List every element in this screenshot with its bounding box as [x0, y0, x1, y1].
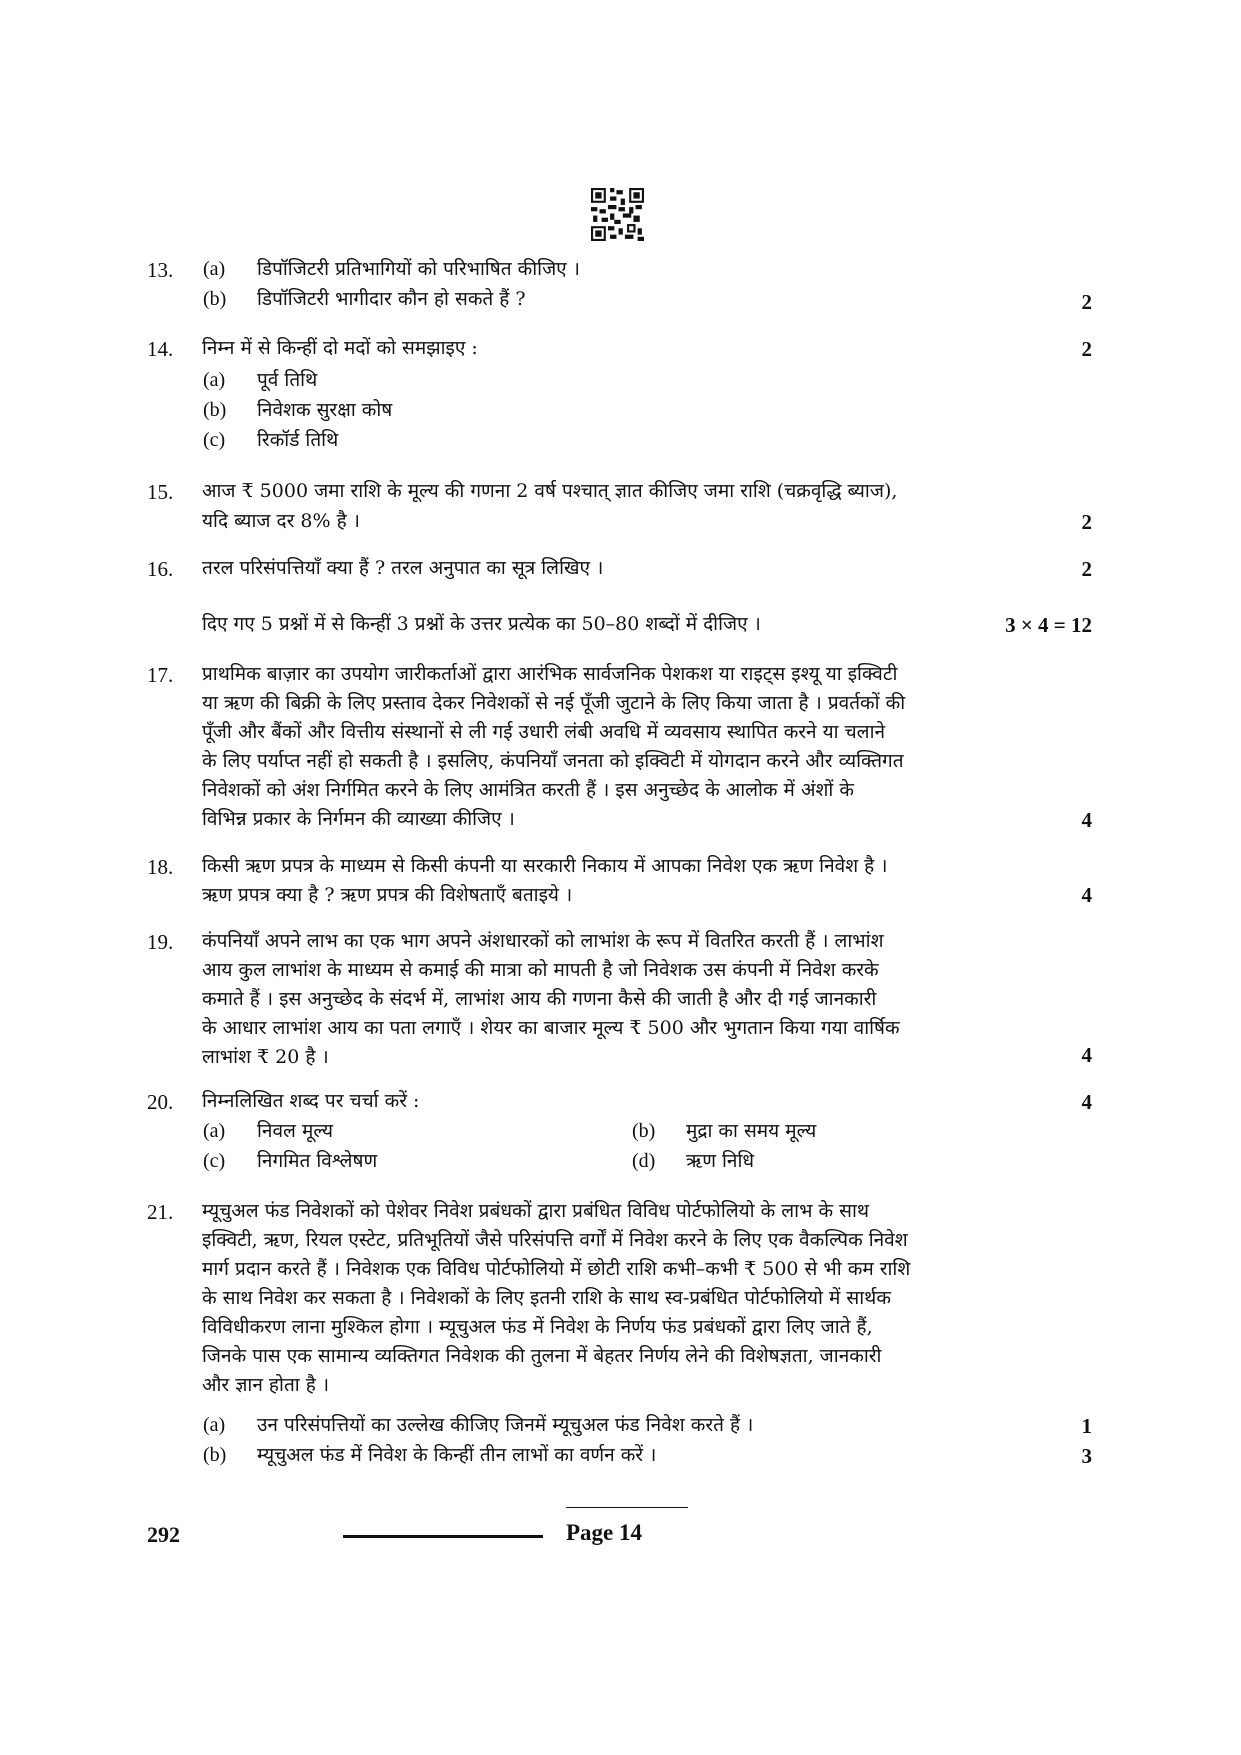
question-number: 19.	[147, 930, 174, 954]
marks: 3	[1081, 1444, 1092, 1468]
sub-label: (b)	[203, 288, 227, 310]
question-text: आज ₹ 5000 जमा राशि के मूल्य की गणना 2 वर्ष पश्चात् ज्ञात कीजिए जमा राशि (चक्रवृद्धि ब्याज),	[202, 480, 898, 502]
paragraph-line: प्राथमिक बाज़ार का उपयोग जारीकर्ताओं द्वारा आरंभिक सार्वजनिक पेशकश या राइट्स इश्यू या इक्विटी	[202, 663, 898, 685]
marks: 4	[1081, 1043, 1092, 1067]
paragraph-line: कंपनियाँ अपने लाभ का एक भाग अपने अंशधारकों को लाभांश के रूप में वितरित करती हैं । लाभांश	[202, 930, 884, 952]
qr-code-image	[590, 188, 645, 241]
sub-label: (b)	[203, 1444, 227, 1466]
question-paragraph	[202, 852, 1042, 910]
option-text: रिकॉर्ड तिथि	[257, 429, 339, 451]
paragraph-line: के लिए पर्याप्त नहीं हो सकती है । इसलिए, कंपनियाँ जनता को इक्विटी में योगदान करने और व्यक्तिगत	[202, 750, 904, 772]
sub-label: (a)	[203, 1120, 226, 1142]
paper-code: 292	[147, 1522, 180, 1547]
question-paragraph	[202, 660, 1042, 834]
question-number: 17.	[147, 663, 174, 687]
question-text: डिपॉजिटरी भागीदार कौन हो सकते हैं ?	[257, 288, 526, 310]
paragraph-line: और ज्ञान होता है ।	[202, 1374, 330, 1396]
paragraph-line: इक्विटी, ऋण, रियल एस्टेट, प्रतिभूतियों जैसे परिसंपत्ति वर्गों में निवेश करने के लिए एक वैकल्पिक निवेश	[202, 1229, 908, 1251]
marks: 4	[1081, 808, 1092, 832]
paragraph-line: के आधार लाभांश आय का पता लगाएँ । शेयर का बाजार मूल्य ₹ 500 और भुगतान किया गया वार्षिक	[202, 1017, 900, 1039]
option-text: निगमित विश्लेषण	[257, 1150, 378, 1172]
paragraph-line: लाभांश ₹ 20 है ।	[202, 1046, 329, 1068]
paragraph-line: जिनके पास एक सामान्य व्यक्तिगत निवेशक की तुलना में बेहतर निर्णय लेने की विशेषज्ञता, जानकारी	[202, 1345, 882, 1367]
paragraph-line: किसी ऋण प्रपत्र के माध्यम से किसी कंपनी या सरकारी निकाय में आपका निवेश एक ऋण निवेश है ।	[202, 855, 888, 877]
marks: 2	[1081, 557, 1092, 581]
sub-label: (a)	[203, 1414, 226, 1436]
sub-label: (b)	[632, 1120, 656, 1142]
paragraph-line: विविधीकरण लाना मुश्किल होगा । म्यूचुअल फंड में निवेश के निर्णय फंड प्रबंधकों द्वारा लिए जाते हैं,	[202, 1316, 873, 1338]
sub-label: (c)	[203, 429, 226, 451]
sub-label: (b)	[203, 399, 227, 421]
paragraph-line: निवेशकों को अंश निर्गमित करने के लिए आमंत्रित करती हैं । इस अनुच्छेद के आलोक में अंशों के	[202, 779, 854, 801]
marks: 4	[1081, 883, 1092, 907]
sub-label: (a)	[203, 258, 226, 280]
question-text: डिपॉजिटरी प्रतिभागियों को परिभाषित कीजिए ।	[257, 258, 580, 280]
paragraph-line: पूँजी और बैंकों और वित्तीय संस्थानों से ली गई उधारी लंबी अवधि में व्यवसाय स्थापित करने या चलाने	[202, 721, 886, 743]
footer-rule	[343, 1535, 543, 1538]
option-text: पूर्व तिथि	[257, 369, 318, 391]
question-number: 21.	[147, 1200, 174, 1224]
question-number: 20.	[147, 1090, 174, 1114]
paragraph-line: म्यूचुअल फंड निवेशकों को पेशेवर निवेश प्रबंधकों द्वारा प्रबंधित विविध पोर्टफोलियो के लाभ के साथ	[202, 1200, 870, 1222]
question-number: 14.	[147, 337, 174, 361]
footer-short-rule	[566, 1507, 688, 1508]
question-text: म्यूचुअल फंड में निवेश के किन्हीं तीन लाभों का वर्णन करें ।	[257, 1444, 657, 1466]
question-text: तरल परिसंपत्तियाँ क्या हैं ? तरल अनुपात का सूत्र लिखिए ।	[202, 557, 604, 579]
section-marks: 3 × 4 = 12	[1005, 613, 1092, 637]
question-text: निम्नलिखित शब्द पर चर्चा करें :	[202, 1090, 420, 1112]
marks: 2	[1081, 290, 1092, 314]
paragraph-line: ऋण प्रपत्र क्या है ? ऋण प्रपत्र की विशेषताएँ बताइये ।	[202, 884, 573, 906]
question-number: 13.	[147, 258, 174, 282]
question-number: 15.	[147, 480, 174, 504]
paragraph-line: आय कुल लाभांश के माध्यम से कमाई की मात्रा को मापती है जो निवेशक उस कंपनी में निवेश करके	[202, 959, 879, 981]
sub-label: (d)	[632, 1150, 656, 1172]
question-paragraph	[202, 927, 1042, 1072]
paragraph-line: मार्ग प्रदान करते हैं । निवेशक एक विविध पोर्टफोलियो में छोटी राशि कभी–कभी ₹ 500 से भी कम राशि	[202, 1258, 911, 1280]
option-text: निवेशक सुरक्षा कोष	[257, 399, 393, 421]
sub-label: (a)	[203, 369, 226, 391]
question-number: 16.	[147, 557, 174, 581]
paragraph-line: या ऋण की बिक्री के लिए प्रस्ताव देकर निवेशकों से नई पूँजी जुटाने के लिए किया जाता है । प्रवर्तकों की	[202, 692, 906, 714]
question-text: यदि ब्याज दर 8% है ।	[202, 510, 360, 532]
page-number: Page 14	[566, 1520, 643, 1545]
paragraph-line: के साथ निवेश कर सकता है । निवेशकों के लिए इतनी राशि के साथ स्व-प्रबंधित पोर्टफोलियो में सार्थक	[202, 1287, 891, 1309]
paragraph-line: कमाते हैं । इस अनुच्छेद के संदर्भ में, लाभांश आय की गणना कैसे की जाती है और दी गई जानकारी	[202, 988, 877, 1010]
marks: 4	[1081, 1090, 1092, 1114]
question-text: उन परिसंपत्तियों का उल्लेख कीजिए जिनमें म्यूचुअल फंड निवेश करते हैं ।	[257, 1414, 754, 1436]
option-text: ऋण निधि	[686, 1150, 755, 1172]
paragraph-line: विभिन्न प्रकार के निर्गमन की व्याख्या कीजिए ।	[202, 808, 515, 830]
section-instruction: दिए गए 5 प्रश्नों में से किन्हीं 3 प्रश्नों के उत्तर प्रत्येक का 50–80 शब्दों में दीजिए ।	[202, 613, 761, 635]
marks: 2	[1081, 510, 1092, 534]
marks: 1	[1081, 1414, 1092, 1438]
option-text: निवल मूल्य	[257, 1120, 334, 1142]
question-text: निम्न में से किन्हीं दो मदों को समझाइए :	[202, 337, 478, 359]
question-paragraph	[202, 1197, 1042, 1400]
question-number: 18.	[147, 855, 174, 879]
option-text: मुद्रा का समय मूल्य	[686, 1120, 817, 1142]
marks: 2	[1081, 337, 1092, 361]
sub-label: (c)	[203, 1150, 226, 1172]
